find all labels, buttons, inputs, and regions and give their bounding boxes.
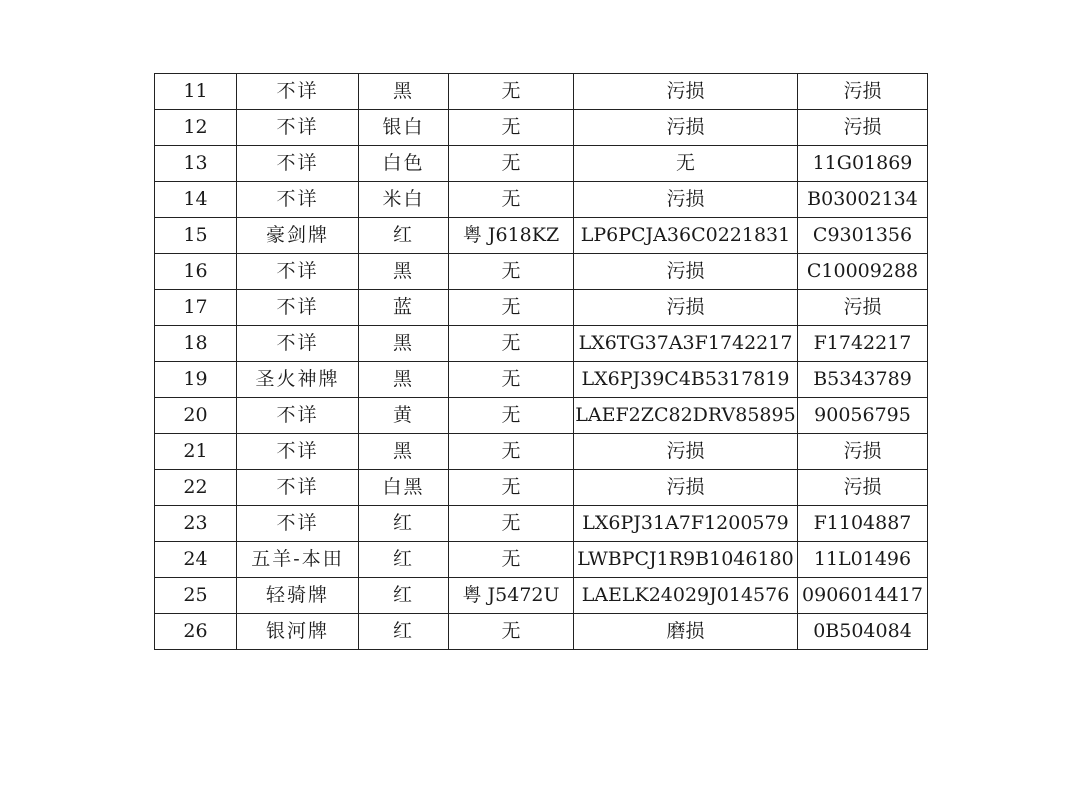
row-number-cell: 20 <box>155 398 237 434</box>
plate-cell: 无 <box>449 506 574 542</box>
engine-number-cell: C10009288 <box>798 254 928 290</box>
plate-cell: 无 <box>449 398 574 434</box>
plate-cell: 无 <box>449 182 574 218</box>
engine-number-cell: 11L01496 <box>798 542 928 578</box>
vin-cell: LWBPCJ1R9B1046180 <box>574 542 798 578</box>
vehicle-table <box>154 73 928 650</box>
brand-cell: 不详 <box>237 434 359 470</box>
plate-cell: 无 <box>449 146 574 182</box>
engine-number-cell: 污损 <box>798 434 928 470</box>
plate-cell: 无 <box>449 362 574 398</box>
engine-number-cell: 11G01869 <box>798 146 928 182</box>
plate-cell: 粤 J618KZ <box>449 218 574 254</box>
brand-cell: 不详 <box>237 398 359 434</box>
engine-number-cell: 污损 <box>798 110 928 146</box>
plate-cell: 无 <box>449 110 574 146</box>
engine-number-cell: F1104887 <box>798 506 928 542</box>
plate-cell: 无 <box>449 434 574 470</box>
engine-number-cell: B5343789 <box>798 362 928 398</box>
table-row <box>155 470 928 506</box>
brand-cell: 不详 <box>237 506 359 542</box>
color-cell: 黑 <box>359 74 449 110</box>
color-cell: 红 <box>359 614 449 650</box>
brand-cell: 不详 <box>237 110 359 146</box>
plate-cell: 无 <box>449 542 574 578</box>
table-row <box>155 362 928 398</box>
table-row <box>155 110 928 146</box>
vehicle-table-body <box>155 74 928 650</box>
engine-number-cell: 90056795 <box>798 398 928 434</box>
engine-number-cell: 污损 <box>798 470 928 506</box>
table-row <box>155 434 928 470</box>
table-row <box>155 506 928 542</box>
vin-cell: LAELK24029J014576 <box>574 578 798 614</box>
engine-number-cell: B03002134 <box>798 182 928 218</box>
table-row <box>155 254 928 290</box>
color-cell: 黑 <box>359 254 449 290</box>
plate-cell: 无 <box>449 254 574 290</box>
row-number-cell: 24 <box>155 542 237 578</box>
brand-cell: 不详 <box>237 74 359 110</box>
row-number-cell: 25 <box>155 578 237 614</box>
row-number-cell: 19 <box>155 362 237 398</box>
engine-number-cell: C9301356 <box>798 218 928 254</box>
vin-cell: 污损 <box>574 434 798 470</box>
vin-cell: 污损 <box>574 470 798 506</box>
brand-cell: 银河牌 <box>237 614 359 650</box>
color-cell: 白色 <box>359 146 449 182</box>
color-cell: 黄 <box>359 398 449 434</box>
brand-cell: 不详 <box>237 146 359 182</box>
plate-cell: 无 <box>449 470 574 506</box>
color-cell: 米白 <box>359 182 449 218</box>
table-row <box>155 398 928 434</box>
brand-cell: 轻骑牌 <box>237 578 359 614</box>
plate-cell: 无 <box>449 74 574 110</box>
row-number-cell: 17 <box>155 290 237 326</box>
brand-cell: 不详 <box>237 254 359 290</box>
color-cell: 红 <box>359 218 449 254</box>
vin-cell: LX6TG37A3F1742217 <box>574 326 798 362</box>
table-row <box>155 614 928 650</box>
brand-cell: 不详 <box>237 326 359 362</box>
color-cell: 红 <box>359 506 449 542</box>
row-number-cell: 26 <box>155 614 237 650</box>
table-row <box>155 326 928 362</box>
vin-cell: 污损 <box>574 290 798 326</box>
row-number-cell: 21 <box>155 434 237 470</box>
vin-cell: LX6PJ31A7F1200579 <box>574 506 798 542</box>
table-row <box>155 146 928 182</box>
row-number-cell: 16 <box>155 254 237 290</box>
row-number-cell: 13 <box>155 146 237 182</box>
row-number-cell: 14 <box>155 182 237 218</box>
color-cell: 黑 <box>359 362 449 398</box>
vin-cell: 污损 <box>574 182 798 218</box>
row-number-cell: 12 <box>155 110 237 146</box>
row-number-cell: 18 <box>155 326 237 362</box>
row-number-cell: 22 <box>155 470 237 506</box>
table-row <box>155 182 928 218</box>
engine-number-cell: F1742217 <box>798 326 928 362</box>
plate-cell: 无 <box>449 326 574 362</box>
color-cell: 蓝 <box>359 290 449 326</box>
table-row <box>155 290 928 326</box>
vin-cell: LX6PJ39C4B5317819 <box>574 362 798 398</box>
row-number-cell: 11 <box>155 74 237 110</box>
row-number-cell: 23 <box>155 506 237 542</box>
color-cell: 红 <box>359 542 449 578</box>
plate-cell: 粤 J5472U <box>449 578 574 614</box>
vin-cell: 无 <box>574 146 798 182</box>
vin-cell: LAEF2ZC82DRV85895 <box>574 398 798 434</box>
engine-number-cell: 0906014417 <box>798 578 928 614</box>
brand-cell: 不详 <box>237 290 359 326</box>
row-number-cell: 15 <box>155 218 237 254</box>
engine-number-cell: 污损 <box>798 74 928 110</box>
table-row <box>155 578 928 614</box>
table-row <box>155 218 928 254</box>
vin-cell: LP6PCJA36C0221831 <box>574 218 798 254</box>
color-cell: 红 <box>359 578 449 614</box>
brand-cell: 五羊-本田 <box>237 542 359 578</box>
engine-number-cell: 污损 <box>798 290 928 326</box>
color-cell: 白黑 <box>359 470 449 506</box>
vin-cell: 污损 <box>574 254 798 290</box>
table-row <box>155 74 928 110</box>
table-row <box>155 542 928 578</box>
color-cell: 银白 <box>359 110 449 146</box>
brand-cell: 豪剑牌 <box>237 218 359 254</box>
vin-cell: 磨损 <box>574 614 798 650</box>
brand-cell: 不详 <box>237 182 359 218</box>
brand-cell: 不详 <box>237 470 359 506</box>
color-cell: 黑 <box>359 434 449 470</box>
vin-cell: 污损 <box>574 110 798 146</box>
vin-cell: 污损 <box>574 74 798 110</box>
brand-cell: 圣火神牌 <box>237 362 359 398</box>
plate-cell: 无 <box>449 614 574 650</box>
plate-cell: 无 <box>449 290 574 326</box>
engine-number-cell: 0B504084 <box>798 614 928 650</box>
color-cell: 黑 <box>359 326 449 362</box>
